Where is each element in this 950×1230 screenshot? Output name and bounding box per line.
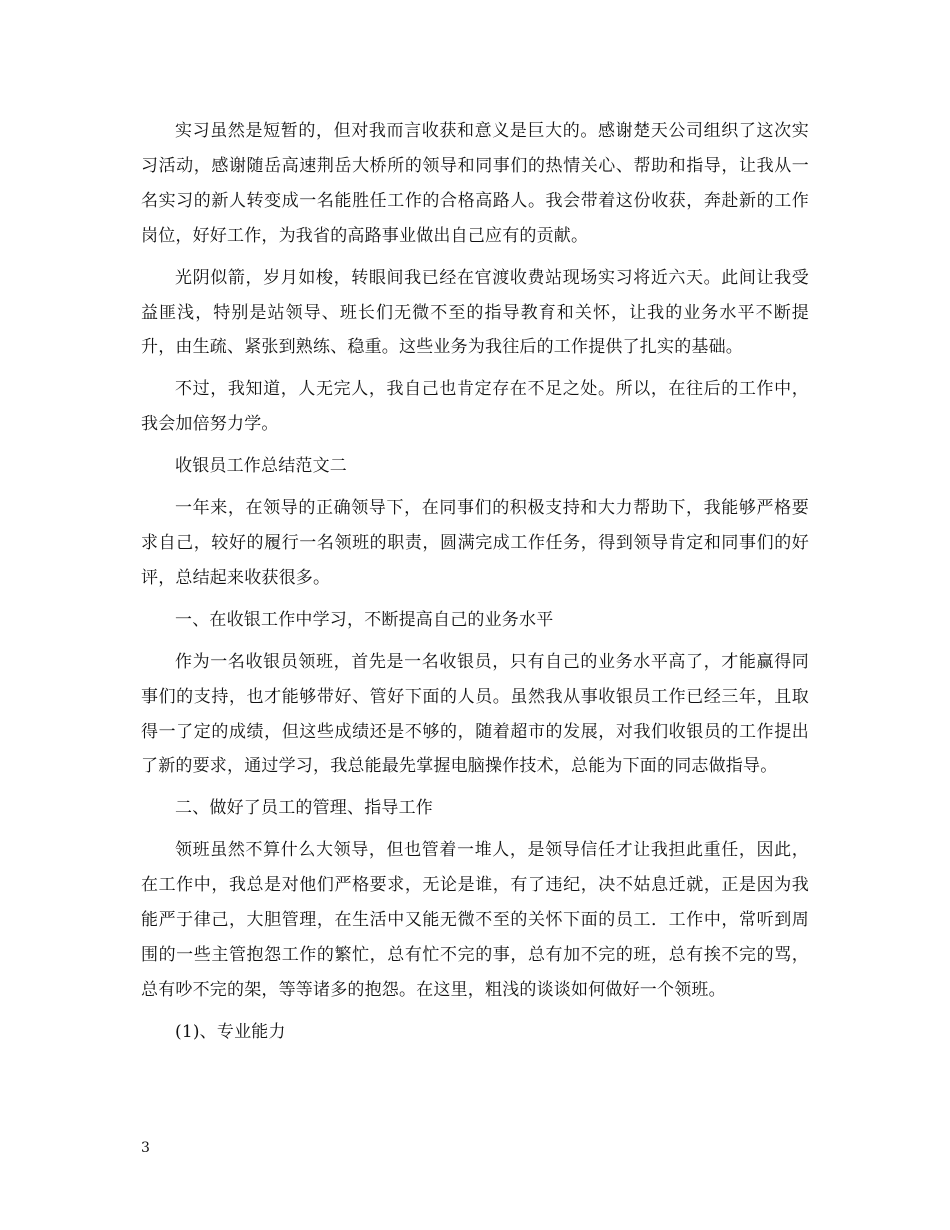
document-body [141,114,809,1057]
heading-improve-skills: 一、在收银工作中学习，不断提高自己的业务水平 [175,609,554,630]
heading-staff-management: 二、做好了员工的管理、指导工作 [175,798,433,819]
paragraph-time-flies: 光阴似箭，岁月如梭，转眼间我已经在官渡收费站现场实习将近六天。此间让我受益匪浅，特别是站领导、班长们无微不至的指导教育和关怀，让我的业务水平不断提升，由生疏、紧张到熟练、稳重。这些业务为我往后的工作提供了扎实的基础。 [141,267,809,358]
paragraph-cashier-supervisor: 作为一名收银员领班，首先是一名收银员，只有自己的业务水平高了，才能赢得同事们的支持，也才能够带好、管好下面的人员。虽然我从事收银员工作已经三年，且取得一了定的成绩，但这些成绩还是不够的，随着超市的发展，对我们收银员的工作提出了新的要求，通过学习，我总能最先掌握电脑操作技术，总能为下面的同志做指导。 [141,651,809,777]
section-title-cashier-summary-2: 收银员工作总结范文二 [175,456,347,477]
heading-professional-ability: (1)、专业能力 [175,1021,286,1042]
paragraph-shortcomings: 不过，我知道，人无完人，我自己也肯定存在不足之处。所以，在往后的工作中，我会加倍努力学。 [141,379,809,435]
page-number: 3 [141,1140,150,1156]
paragraph-supervisor-duties: 领班虽然不算什么大领导，但也管着一堆人，是领导信任才让我担此重任，因此，在工作中，我总是对他们严格要求，无论是谁，有了违纪，决不姑息迁就，正是因为我能严于律己，大胆管理，在生活中又能无微不至的关怀下面的员工．工作中，常听到周围的一些主管抱怨工作的繁忙，总有忙不完的事，总有加不完的班，总有挨不完的骂，总有吵不完的架，等等诸多的抱怨。在这里，粗浅的谈谈如何做好一个领班。 [141,840,809,1000]
paragraph-internship-gains: 实习虽然是短暂的，但对我而言收获和意义是巨大的。感谢楚天公司组织了这次实习活动，感谢随岳高速荆岳大桥所的领导和同事们的热情关心、帮助和指导，让我从一名实习的新人转变成一名能胜任工作的合格高路人。我会带着这份收获，奔赴新的工作岗位，好好工作，为我省的高路事业做出自己应有的贡献。 [141,121,809,246]
paragraph-year-review: 一年来，在领导的正确领导下，在同事们的积极支持和大力帮助下，我能够严格要求自己，较好的履行一名领班的职责，圆满完成工作任务，得到领导肯定和同事们的好评，总结起来收获很多。 [141,498,809,588]
